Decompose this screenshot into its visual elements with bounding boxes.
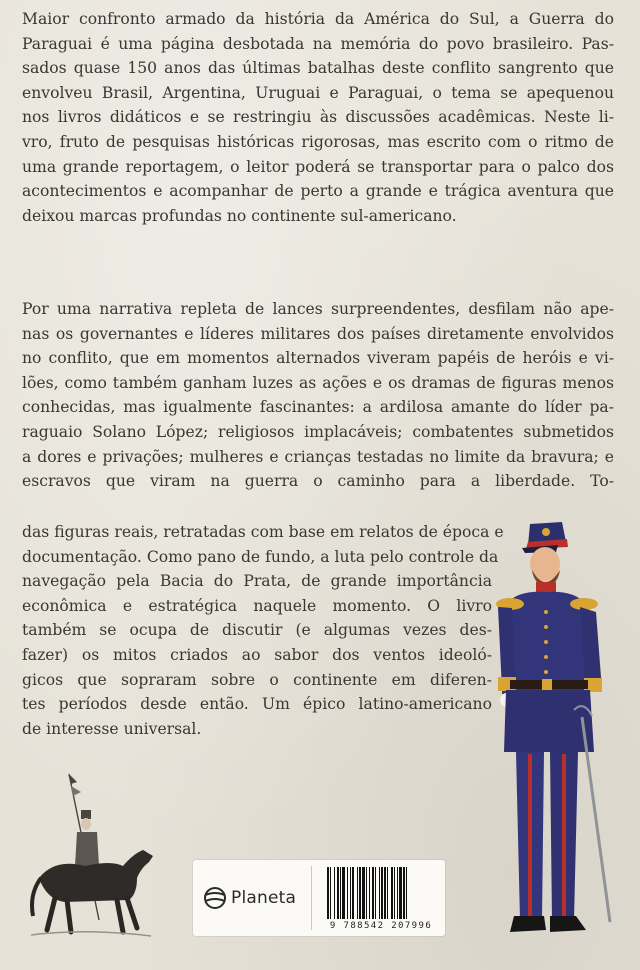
publisher-name: Planeta: [231, 888, 297, 908]
text-line: também se ocupa de discutir (e algumas vezes des-: [22, 621, 492, 640]
barcode-bar: [406, 867, 407, 919]
text-line: econômica e estratégica naquele momento. O livro: [22, 596, 492, 615]
barcode-bar: [403, 867, 405, 919]
barcode-bar: [387, 867, 388, 919]
soldier-illustration: [470, 512, 640, 952]
text-line: uma grande reportagem, o leitor poderá se transportar para o palco dos: [22, 157, 614, 176]
barcode-bar: [330, 867, 331, 919]
barcode-bar: [375, 867, 376, 919]
text-line: das figuras reais, retratadas com base em relatos de época e: [22, 523, 504, 541]
barcode-bar: [337, 867, 339, 919]
barcode-bar: [366, 867, 367, 919]
barcode-bar: [397, 867, 398, 919]
divider: [311, 866, 312, 930]
planeta-globe-icon: [203, 886, 227, 910]
text-line: raguaio Solano López; religiosos implacáveis; combatentes submetidos: [22, 422, 614, 441]
barcode-bar: [352, 867, 354, 919]
barcode-bar: [391, 867, 393, 919]
text-line: escravos que viram na guerra o caminho para a liberdade. To-: [22, 472, 614, 491]
text-line: de interesse universal.: [22, 719, 202, 738]
text-line: documentação. Como pano de fundo, a luta pelo controle da: [22, 547, 499, 566]
barcode-bar: [362, 867, 365, 919]
paragraph-context: [22, 520, 504, 741]
text-line: a dores e privações; mulheres e crianças testadas no limite da bravura; e: [22, 447, 614, 466]
text-line: acontecimentos e acompanhar de perto a grande e trágica aventura que: [22, 182, 614, 201]
text-line: vro, fruto de pesquisas históricas rigorosas, mas escrito com o ritmo de: [22, 132, 614, 151]
text-line: envolveu Brasil, Argentina, Uruguai e Paraguai, o tema se apequenou: [22, 83, 614, 102]
publisher-logo: [203, 882, 296, 914]
barcode-bar: [334, 867, 335, 919]
barcode-bar: [369, 867, 370, 919]
text-line: navegação pela Bacia do Prata, de grande importância: [22, 572, 492, 591]
paragraph-intro: [22, 7, 614, 228]
barcode-bar: [357, 867, 358, 919]
text-line: deixou marcas profundas no continente sul-americano.: [22, 206, 457, 225]
barcode-panel: [193, 860, 445, 936]
text-line: nas os governantes e líderes militares dos países diretamente envolvidos: [22, 324, 614, 343]
isbn-number: 9 788542 207996: [329, 921, 433, 931]
text-line: fazer) os mitos criados ao sabor dos ventos ideoló-: [22, 645, 492, 664]
barcode-bar: [399, 867, 402, 919]
barcode-bar: [340, 867, 341, 919]
barcode-bar: [342, 867, 345, 919]
text-line: lões, como também ganham luzes as ações e os dramas de figuras menos: [22, 373, 614, 392]
paragraph-narrative: [22, 297, 614, 494]
text-line: Maior confronto armado da história da América do Sul, a Guerra do: [22, 10, 614, 28]
text-line: sados quase 150 anos das últimas batalhas deste conflito sangrento que: [22, 59, 614, 78]
barcode-bar: [381, 867, 383, 919]
barcode-bar: [372, 867, 374, 919]
text-line: Por uma narrativa repleta de lances surpreendentes, desfilam não ape-: [22, 300, 614, 318]
barcode-bar: [350, 867, 351, 919]
text-line: gicos que sopraram sobre o continente em diferen-: [22, 670, 492, 689]
horseman-illustration: [25, 770, 160, 945]
barcode-bar: [327, 867, 329, 919]
barcode-bar: [359, 867, 361, 919]
text-line: conhecidas, mas igualmente fascinantes: a ardilosa amante do líder pa-: [22, 398, 614, 417]
barcode-bar: [384, 867, 386, 919]
text-line: Paraguai é uma página desbotada na memória do povo brasileiro. Pas-: [22, 34, 614, 53]
text-line: tes períodos desde então. Um épico latino-americano: [22, 695, 492, 714]
barcode-bar: [379, 867, 380, 919]
barcode-bar: [347, 867, 348, 919]
text-line: no conflito, que em momentos alternados viveram papéis de heróis e vi-: [22, 349, 614, 368]
barcode-bar: [394, 867, 395, 919]
text-line: nos livros didáticos e se restringiu às discussões acadêmicas. Neste li-: [22, 108, 614, 127]
barcode: [326, 867, 438, 919]
